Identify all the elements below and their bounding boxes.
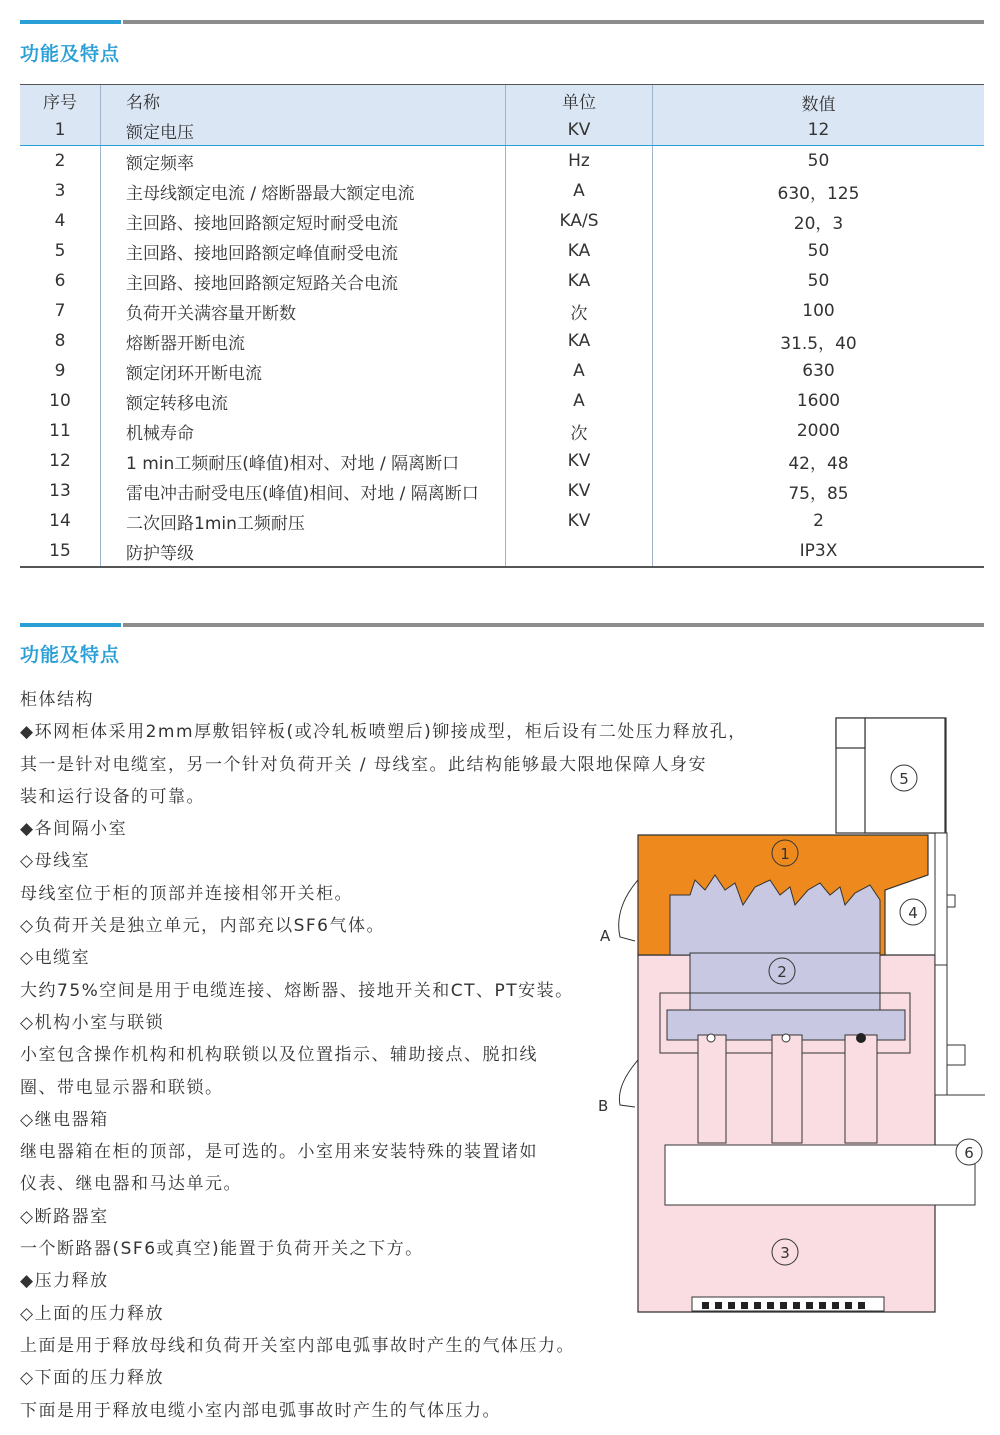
row-value: 630 (802, 361, 835, 381)
row-name: 主回路、接地回路额定短路关合电流 (101, 266, 506, 296)
fuse-2-dot (782, 1034, 790, 1042)
text-line: 小室包含操作机构和机构联锁以及位置指示、辅助接点、脱扣线 (20, 1045, 538, 1066)
fuse-1 (698, 1035, 726, 1143)
row-unit: KA (506, 326, 653, 356)
text-line: ◇断路器室 (20, 1206, 109, 1227)
table-row (20, 416, 984, 446)
relay-box-tab (836, 718, 865, 748)
row-no: 11 (20, 416, 101, 446)
row-no: 5 (20, 236, 101, 266)
svg-text:3: 3 (780, 1244, 790, 1262)
row-name: 二次回路1min工频耐压 (101, 506, 506, 536)
row-no: 1 (20, 115, 101, 145)
row-value: 42，48 (788, 453, 849, 474)
text-line: 上面是用于释放母线和负荷开关室内部电弧事故时产生的气体压力。 (20, 1335, 575, 1356)
row-unit: 次 (506, 296, 653, 326)
row-no: 2 (20, 146, 101, 176)
section2-rule (123, 623, 984, 627)
table-body (20, 115, 984, 568)
svg-text:6: 6 (964, 1144, 974, 1162)
table-header-row (20, 85, 984, 115)
row-no: 3 (20, 176, 101, 206)
mechanism-column (935, 833, 947, 965)
label-a: A (600, 927, 611, 945)
row-name: 机械寿命 (101, 416, 506, 446)
row-value: 630，125 (777, 183, 860, 204)
row-name: 主回路、接地回路额定峰值耐受电流 (101, 236, 506, 266)
row-value: IP3X (799, 541, 838, 561)
text-line: ◆环网柜体采用2mm厚敷铝锌板(或冷轧板喷塑后)铆接成型，柜后设有二处压力释放孔， (20, 722, 747, 743)
row-unit (506, 536, 653, 566)
text-line: ◇下面的压力释放 (20, 1368, 165, 1389)
table-row (20, 176, 984, 206)
spec-table (20, 85, 984, 568)
row-no: 15 (20, 536, 101, 566)
row-unit: Hz (506, 146, 653, 176)
row-value: 2 (813, 511, 824, 531)
row-unit: KA (506, 266, 653, 296)
row-name: 防护等级 (101, 536, 506, 566)
row-unit: A (506, 386, 653, 416)
row-value: 20，3 (793, 213, 844, 234)
features-text (20, 684, 747, 1427)
arc-a (619, 880, 638, 941)
table-row (20, 326, 984, 356)
header-name: 名称 (101, 85, 506, 115)
separator-band (665, 1145, 975, 1205)
mechanism-knob-1 (947, 895, 955, 907)
text-line: ◆压力释放 (20, 1271, 109, 1292)
arc-b (619, 1060, 638, 1107)
table-row (20, 506, 984, 536)
row-unit: KV (506, 446, 653, 476)
text-line: 大约75%空间是用于电缆连接、熔断器、接地开关和CT、PT安装。 (20, 980, 574, 1001)
row-value: 2000 (796, 421, 841, 441)
label-b: B (598, 1097, 609, 1115)
switch-body (690, 953, 880, 1011)
table-row (20, 476, 984, 506)
table-row (20, 146, 984, 176)
row-no: 6 (20, 266, 101, 296)
row-name: 额定电压 (101, 115, 506, 145)
row-name: 雷电冲击耐受电压(峰值)相间、对地 / 隔离断口 (101, 476, 506, 506)
fuse-2 (772, 1035, 802, 1143)
row-no: 4 (20, 206, 101, 236)
text-line: ◇继电器箱 (20, 1109, 109, 1130)
row-no: 14 (20, 506, 101, 536)
row-name: 主回路、接地回路额定短时耐受电流 (101, 206, 506, 236)
row-name: 1 min工频耐压(峰值)相对、对地 / 隔离断口 (101, 446, 506, 476)
section1-rule-accent (20, 20, 121, 24)
text-line: 装和运行设备的可靠。 (20, 786, 205, 807)
table-row (20, 236, 984, 266)
row-value: 100 (802, 301, 835, 321)
table-row (20, 536, 984, 568)
row-unit: KV (506, 115, 653, 145)
row-value: 50 (807, 271, 830, 291)
row-value: 50 (807, 151, 830, 171)
table-row (20, 296, 984, 326)
table-row (20, 206, 984, 236)
row-no: 9 (20, 356, 101, 386)
row-unit: KV (506, 506, 653, 536)
table-row (20, 446, 984, 476)
svg-text:1: 1 (780, 845, 790, 863)
row-unit: KA (506, 236, 653, 266)
row-no: 7 (20, 296, 101, 326)
row-name: 额定闭环开断电流 (101, 356, 506, 386)
row-name: 额定频率 (101, 146, 506, 176)
row-no: 13 (20, 476, 101, 506)
section2-rule-accent (20, 623, 121, 627)
table-row (20, 386, 984, 416)
header-value: 数值 (801, 94, 836, 115)
svg-text:2: 2 (777, 963, 787, 981)
cabinet-diagram (595, 715, 995, 1325)
row-name: 负荷开关满容量开断数 (101, 296, 506, 326)
fuse-1-dot (707, 1034, 715, 1042)
svg-text:5: 5 (899, 770, 909, 788)
fuse-3 (845, 1035, 877, 1143)
text-line: ◇母线室 (20, 851, 91, 872)
row-no: 8 (20, 326, 101, 356)
row-value: 31.5，40 (780, 333, 857, 354)
mechanism-knob-2 (947, 1045, 965, 1065)
text-line: ◆各间隔小室 (20, 819, 128, 840)
mechanism-lower (935, 965, 947, 1095)
section1-title: 功能及特点 (20, 43, 121, 65)
row-no: 10 (20, 386, 101, 416)
row-unit: KA/S (506, 206, 653, 236)
text-line: 下面是用于释放电缆小室内部电弧事故时产生的气体压力。 (20, 1400, 501, 1421)
text-line: 一个断路器(SF6或真空)能置于负荷开关之下方。 (20, 1239, 424, 1260)
table-row (20, 266, 984, 296)
text-line: ◇电缆室 (20, 948, 91, 969)
table-row (20, 115, 984, 146)
text-line: 其一是针对电缆室，另一个针对负荷开关 / 母线室。此结构能够最大限地保障人身安 (20, 754, 708, 775)
row-name: 额定转移电流 (101, 386, 506, 416)
header-no: 序号 (20, 85, 101, 115)
text-line: ◇上面的压力释放 (20, 1303, 165, 1324)
header-unit: 单位 (506, 85, 653, 115)
row-value: 50 (807, 241, 830, 261)
text-line: ◇负荷开关是独立单元，内部充以SF6气体。 (20, 916, 385, 937)
row-value: 12 (807, 120, 830, 140)
label-4 (900, 899, 926, 925)
row-unit: KV (506, 476, 653, 506)
table-row (20, 356, 984, 386)
label-6 (956, 1139, 982, 1165)
row-value: 75，85 (788, 483, 849, 504)
row-unit: 次 (506, 416, 653, 446)
row-no: 12 (20, 446, 101, 476)
svg-text:4: 4 (908, 904, 918, 922)
fuse-3-dot (856, 1033, 866, 1043)
section2-title: 功能及特点 (20, 644, 121, 666)
row-unit: A (506, 356, 653, 386)
row-name: 熔断器开断电流 (101, 326, 506, 356)
text-line: 圈、带电显示器和联锁。 (20, 1077, 224, 1098)
row-name: 主母线额定电流 / 熔断器最大额定电流 (101, 176, 506, 206)
text-line: 柜体结构 (20, 690, 94, 710)
row-value: 1600 (796, 391, 841, 411)
section1-rule (123, 20, 984, 24)
text-line: 继电器箱在柜的顶部，是可选的。小室用来安装特殊的装置诸如 (20, 1142, 538, 1163)
text-line: 母线室位于柜的顶部并连接相邻开关柜。 (20, 883, 353, 904)
text-line: 仪表、继电器和马达单元。 (20, 1174, 242, 1195)
row-unit: A (506, 176, 653, 206)
text-line: ◇机构小室与联锁 (20, 1012, 165, 1033)
